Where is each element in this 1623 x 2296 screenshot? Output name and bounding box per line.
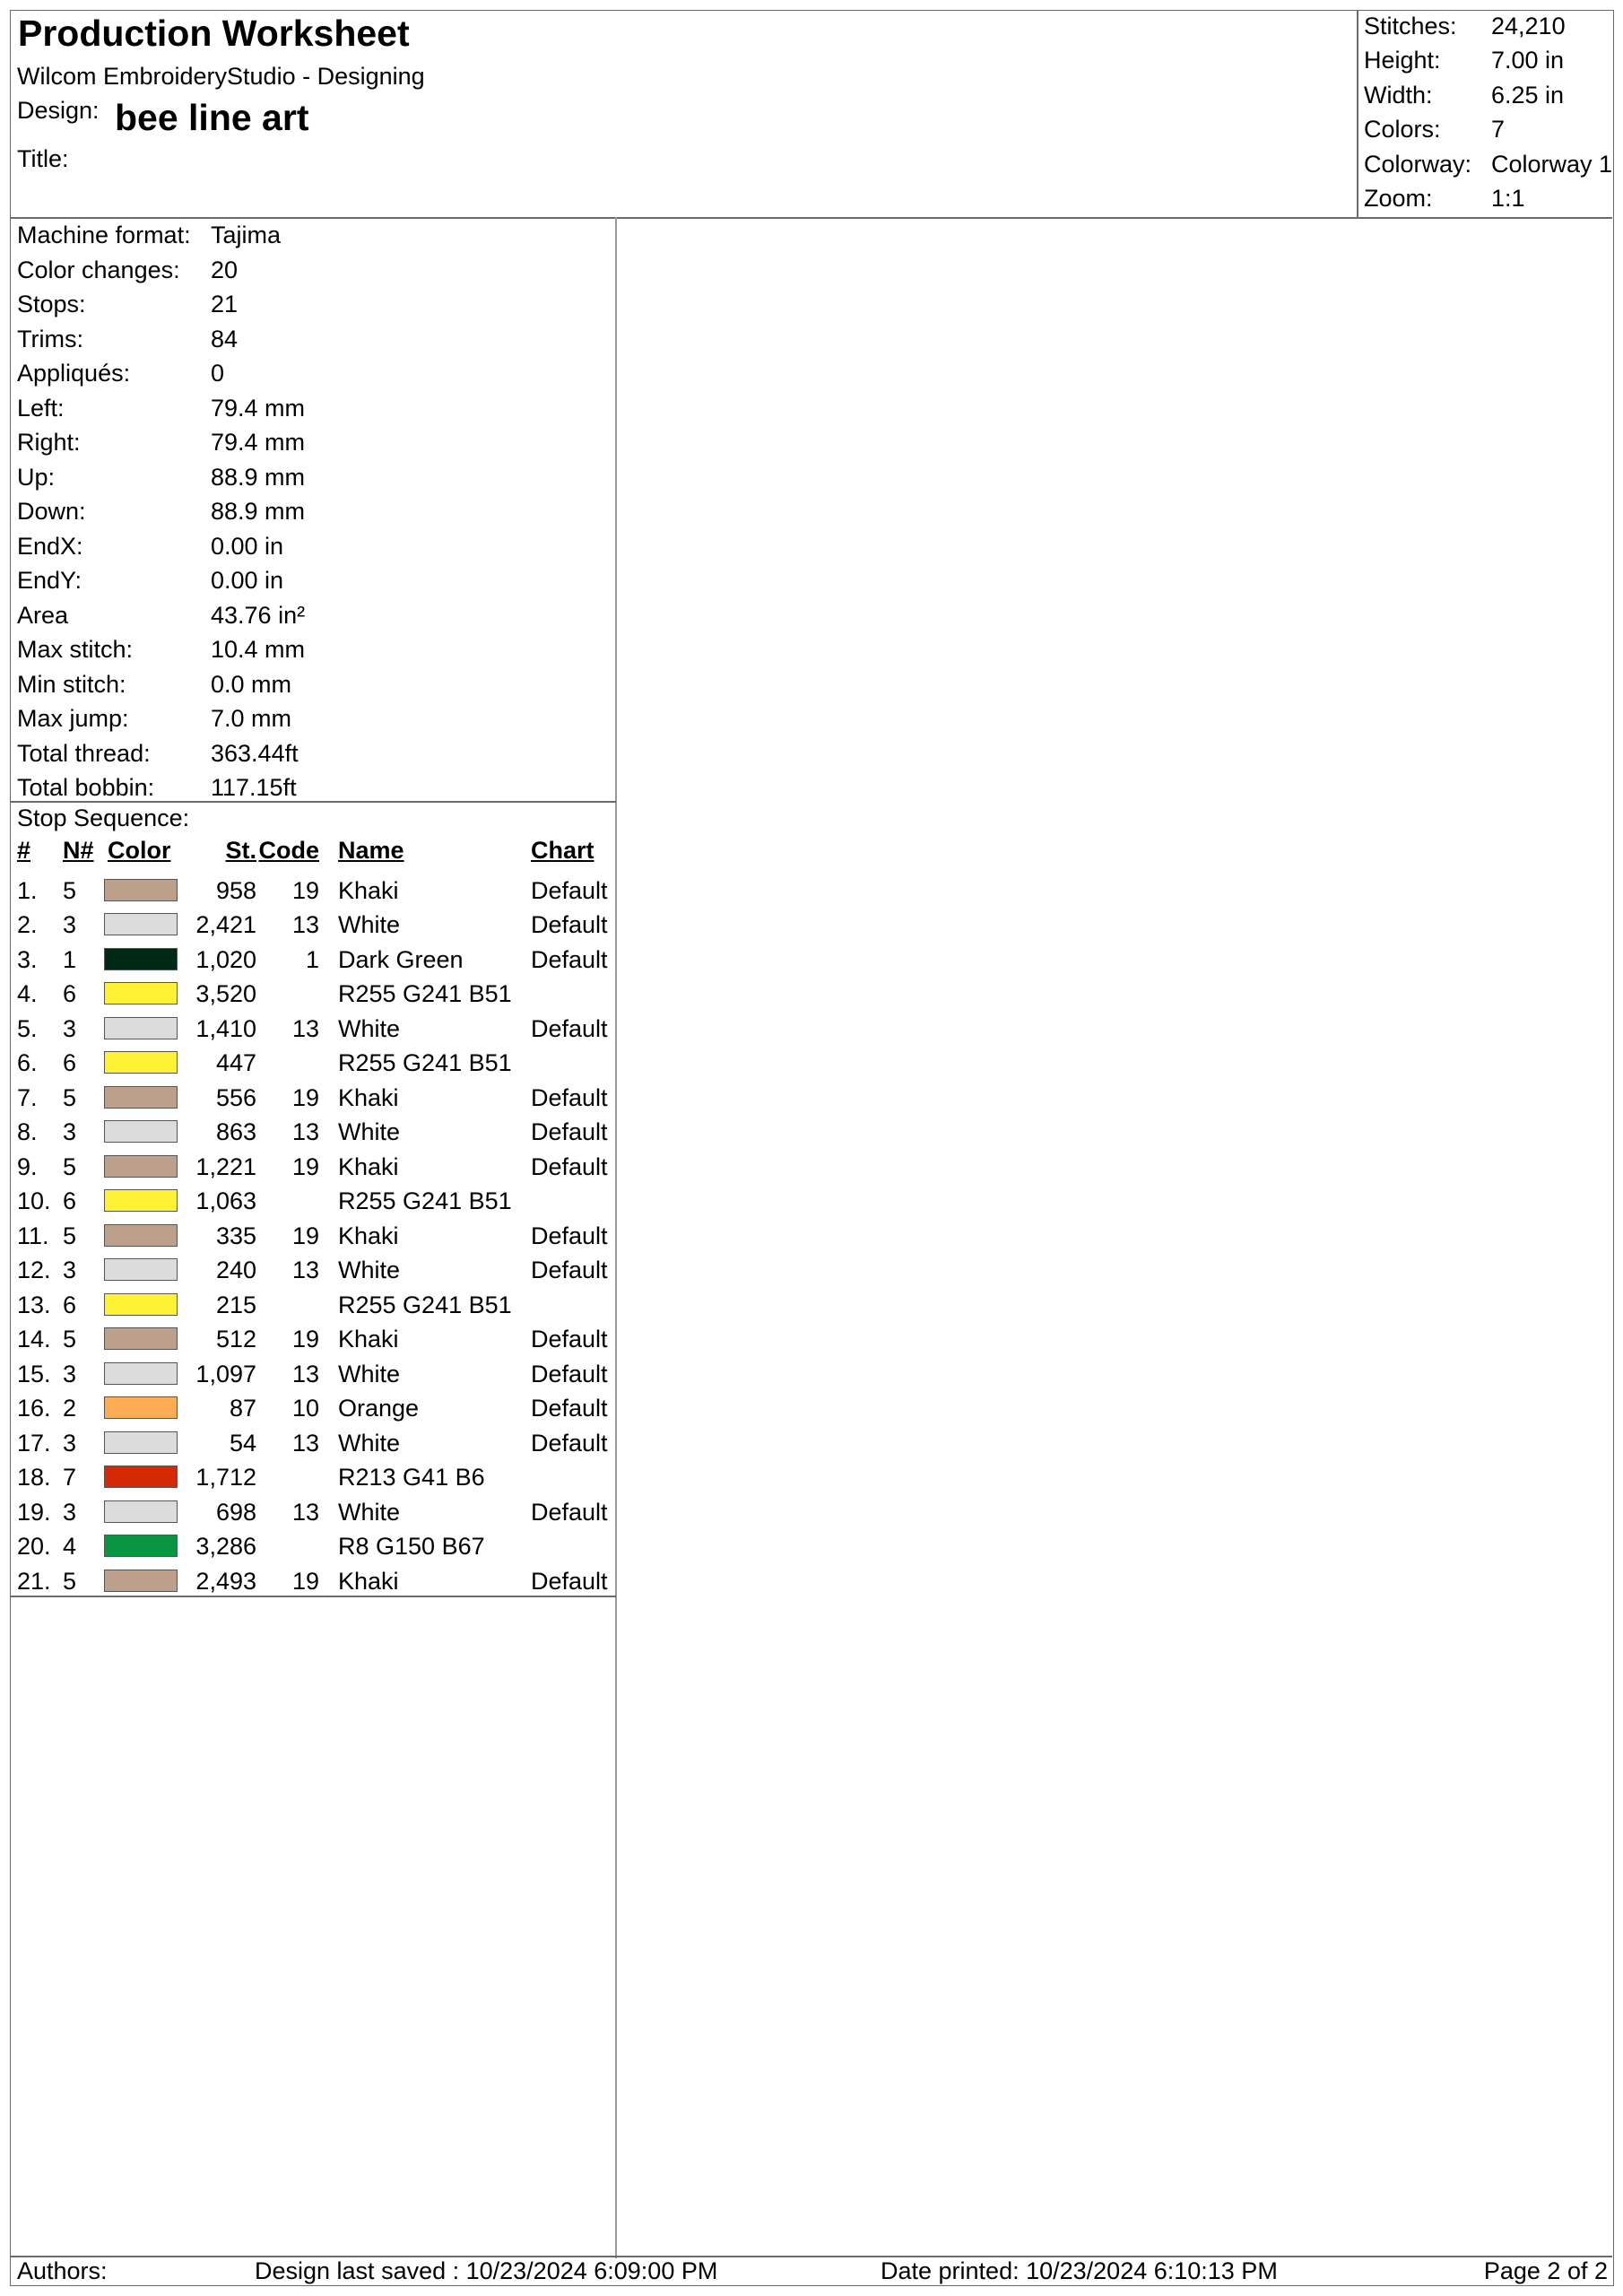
thread-code: 19 — [291, 1326, 319, 1352]
thread-name: White — [338, 1498, 401, 1526]
stitch-count: 87 — [229, 1395, 256, 1422]
thread-name: White — [338, 1118, 401, 1145]
column-header-needle: N# — [63, 837, 94, 864]
table-row — [11, 906, 615, 941]
table-row — [11, 1079, 615, 1114]
column-header-chart: Chart — [531, 837, 595, 864]
summary-row-colors — [1358, 114, 1613, 148]
stop-number: 7. — [17, 1083, 38, 1111]
spec-value: 88.9 mm — [211, 463, 306, 491]
thread-code: 10 — [291, 1395, 319, 1422]
thread-chart: Default — [531, 1014, 608, 1042]
stitch-count: 3,520 — [195, 980, 256, 1007]
thread-chart: Default — [531, 1498, 608, 1526]
needle-number: 5 — [63, 1222, 77, 1249]
color-swatch — [104, 1155, 178, 1178]
spec-label: Color changes: — [17, 256, 180, 283]
thread-code: 13 — [291, 1014, 319, 1042]
summary-row-colorway — [1358, 149, 1613, 183]
page-title: Production Worksheet — [18, 13, 410, 54]
stitch-count: 1,063 — [195, 1187, 256, 1214]
footer-page-number: Page 2 of 2 — [1483, 2257, 1608, 2284]
color-swatch — [104, 879, 178, 901]
thread-code: 1 — [305, 945, 319, 973]
thread-name: White — [338, 1257, 401, 1283]
spec-value: Tajima — [211, 222, 282, 248]
thread-name: Khaki — [338, 1152, 399, 1180]
thread-code: 13 — [291, 1118, 319, 1145]
column-header-code: Code — [258, 837, 319, 864]
stitch-count: 3,286 — [195, 1533, 256, 1560]
stitch-count: 512 — [215, 1326, 256, 1352]
spec-value: 117.15ft — [211, 774, 297, 801]
stop-number: 5. — [17, 1014, 38, 1042]
stitch-count: 335 — [215, 1222, 256, 1249]
color-swatch — [104, 1327, 178, 1350]
color-swatch — [104, 1500, 178, 1523]
color-swatch — [104, 1535, 178, 1557]
stitch-count: 1,410 — [195, 1014, 256, 1042]
summary-value: 24,210 — [1491, 13, 1566, 39]
spec-value: 0 — [211, 360, 225, 387]
spec-label: Down: — [17, 498, 86, 525]
stop-number: 11. — [17, 1222, 49, 1249]
stitch-count: 1,097 — [195, 1360, 256, 1387]
thread-name: White — [338, 911, 401, 938]
table-row — [11, 1251, 615, 1286]
table-row — [11, 975, 615, 1010]
thread-name: White — [338, 1429, 401, 1457]
stop-number: 12. — [17, 1257, 51, 1283]
color-swatch — [104, 1086, 178, 1109]
table-row — [11, 1424, 615, 1459]
summary-row-zoom — [1358, 183, 1613, 217]
spec-row — [11, 424, 615, 459]
thread-name: R255 G241 B51 — [338, 1049, 512, 1076]
thread-code: 13 — [291, 1429, 319, 1457]
stop-number: 2. — [17, 911, 38, 938]
spec-row — [11, 631, 615, 666]
needle-number: 5 — [63, 1326, 77, 1352]
stitch-count: 698 — [215, 1498, 256, 1526]
table-row — [11, 941, 615, 976]
table-row — [11, 1389, 615, 1424]
summary-label: Height: — [1364, 47, 1441, 74]
spec-row — [11, 493, 615, 528]
stop-number: 15. — [17, 1360, 51, 1387]
table-row — [11, 1113, 615, 1148]
stitch-count: 863 — [215, 1118, 256, 1145]
thread-chart: Default — [531, 876, 608, 904]
color-swatch — [104, 1570, 178, 1592]
color-swatch — [104, 1396, 178, 1419]
thread-chart: Default — [531, 1257, 608, 1283]
spec-row — [11, 217, 615, 252]
needle-number: 6 — [63, 1291, 77, 1318]
needle-number: 7 — [63, 1464, 77, 1491]
spec-value: 79.4 mm — [211, 429, 306, 456]
thread-name: Dark Green — [338, 945, 464, 973]
summary-value: 6.25 in — [1491, 81, 1565, 109]
spec-value: 0.00 in — [211, 567, 284, 594]
table-row — [11, 1355, 615, 1390]
spec-value: 363.44ft — [211, 739, 299, 767]
thread-chart: Default — [531, 945, 608, 973]
thread-chart: Default — [531, 1118, 608, 1145]
footer-last-saved: Design last saved : 10/23/2024 6:09:00 PM — [255, 2257, 718, 2284]
color-swatch — [104, 1362, 178, 1385]
spec-row — [11, 562, 615, 597]
table-row — [11, 1562, 615, 1597]
needle-number: 3 — [63, 1257, 77, 1283]
color-swatch — [104, 1293, 178, 1316]
column-header-color: Color — [108, 837, 171, 864]
thread-chart: Default — [531, 1395, 608, 1422]
stitch-count: 54 — [229, 1429, 256, 1457]
footer-date-printed: Date printed: 10/23/2024 6:10:13 PM — [881, 2257, 1278, 2284]
thread-chart: Default — [531, 1567, 608, 1595]
spec-value: 0.0 mm — [211, 670, 292, 698]
needle-number: 2 — [63, 1395, 77, 1422]
machine-specs — [11, 217, 615, 804]
stop-number: 4. — [17, 980, 38, 1007]
summary-label: Colorway: — [1364, 150, 1472, 178]
column-header-number: # — [17, 837, 31, 864]
stop-number: 6. — [17, 1049, 38, 1076]
spec-label: Min stitch: — [17, 670, 126, 698]
stitch-count: 1,712 — [195, 1464, 256, 1491]
table-row — [11, 1493, 615, 1528]
stitch-count: 1,020 — [195, 945, 256, 973]
thread-name: White — [338, 1014, 401, 1042]
stop-number: 8. — [17, 1118, 38, 1145]
color-swatch — [104, 1224, 178, 1247]
needle-number: 3 — [63, 1014, 77, 1042]
spec-row — [11, 252, 615, 287]
application-name: Wilcom EmbroideryStudio - Designing — [17, 63, 425, 90]
color-swatch — [104, 982, 178, 1004]
spec-value: 21 — [211, 291, 239, 317]
stop-number: 18. — [17, 1464, 51, 1491]
thread-code: 13 — [291, 1360, 319, 1387]
stitch-count: 447 — [215, 1049, 256, 1076]
needle-number: 5 — [63, 876, 77, 904]
needle-number: 3 — [63, 1118, 77, 1145]
stop-number: 21. — [17, 1567, 51, 1595]
thread-name: R8 G150 B67 — [338, 1533, 485, 1560]
needle-number: 5 — [63, 1152, 77, 1180]
spec-row — [11, 666, 615, 701]
thread-chart: Default — [531, 1222, 608, 1249]
stop-sequence-label: Stop Sequence: — [17, 804, 190, 831]
needle-number: 3 — [63, 1429, 77, 1457]
color-swatch — [104, 913, 178, 935]
spec-label: Max jump: — [17, 705, 129, 732]
stop-sequence-header — [11, 837, 615, 872]
thread-code: 19 — [291, 1222, 319, 1249]
stitch-count: 1,221 — [195, 1152, 256, 1180]
summary-label: Width: — [1364, 81, 1433, 109]
table-row — [11, 1217, 615, 1252]
spec-row — [11, 390, 615, 425]
stop-number: 13. — [17, 1291, 51, 1318]
table-row — [11, 1458, 615, 1493]
thread-chart: Default — [531, 911, 608, 938]
color-swatch — [104, 1120, 178, 1143]
spec-label: Up: — [17, 463, 56, 491]
spec-row — [11, 597, 615, 632]
spec-label: Right: — [17, 429, 81, 456]
table-row — [11, 1527, 615, 1562]
spec-label: Trims: — [17, 325, 83, 352]
spec-label: Left: — [17, 394, 65, 422]
design-label: Design: — [17, 97, 100, 124]
thread-name: Khaki — [338, 1083, 399, 1111]
needle-number: 3 — [63, 1360, 77, 1387]
title-label: Title: — [17, 145, 69, 172]
spec-row — [11, 770, 615, 804]
column-header-name: Name — [338, 837, 404, 864]
spec-row — [11, 321, 615, 356]
color-swatch — [104, 1051, 178, 1074]
spec-value: 10.4 mm — [211, 636, 306, 663]
table-row — [11, 1320, 615, 1355]
summary-label: Colors: — [1364, 116, 1441, 144]
summary-value: 7 — [1491, 116, 1506, 144]
thread-name: White — [338, 1360, 401, 1387]
thread-chart: Default — [531, 1360, 608, 1387]
needle-number: 5 — [63, 1083, 77, 1111]
spec-value: 0.00 in — [211, 532, 284, 560]
table-row — [11, 1044, 615, 1079]
summary-row-width — [1358, 80, 1613, 114]
stitch-count: 2,493 — [195, 1567, 256, 1595]
table-row — [11, 1286, 615, 1321]
color-swatch — [104, 1465, 178, 1488]
thread-chart: Default — [531, 1429, 608, 1457]
thread-name: Khaki — [338, 1326, 399, 1352]
thread-chart: Default — [531, 1326, 608, 1352]
thread-code: 13 — [291, 911, 319, 938]
spec-label: Area — [17, 601, 69, 629]
thread-name: R255 G241 B51 — [338, 1291, 512, 1318]
stop-number: 3. — [17, 945, 38, 973]
spec-row — [11, 700, 615, 735]
table-row — [11, 1148, 615, 1183]
footer-divider — [11, 2256, 1612, 2257]
needle-number: 1 — [63, 945, 77, 973]
needle-number: 3 — [63, 911, 77, 938]
thread-name: R213 G41 B6 — [338, 1464, 485, 1491]
stop-sequence-table — [11, 837, 615, 1596]
summary-value: Colorway 1 — [1491, 150, 1613, 178]
spec-value: 79.4 mm — [211, 394, 306, 422]
spec-label: Total bobbin: — [17, 774, 155, 801]
thread-name: Orange — [338, 1395, 420, 1422]
thread-name: Khaki — [338, 1567, 399, 1595]
thread-code: 19 — [291, 1567, 319, 1595]
spec-row — [11, 528, 615, 563]
color-swatch — [104, 1431, 178, 1454]
color-swatch — [104, 1017, 178, 1039]
spec-value: 84 — [211, 325, 239, 352]
footer-authors: Authors: — [17, 2257, 108, 2284]
stitch-count: 215 — [215, 1291, 256, 1318]
spec-value: 20 — [211, 256, 239, 283]
spec-label: EndX: — [17, 532, 83, 560]
spec-row — [11, 459, 615, 494]
summary-row-height — [1358, 45, 1613, 79]
spec-label: Stops: — [17, 291, 86, 317]
color-swatch — [104, 948, 178, 970]
spec-value: 88.9 mm — [211, 498, 306, 525]
needle-number: 6 — [63, 1187, 77, 1214]
needle-number: 5 — [63, 1567, 77, 1595]
stop-number: 19. — [17, 1498, 51, 1526]
stitch-count: 240 — [215, 1257, 256, 1283]
stop-number: 20. — [17, 1533, 51, 1560]
table-row — [11, 872, 615, 907]
thread-code: 19 — [291, 1152, 319, 1180]
color-swatch — [104, 1189, 178, 1212]
stitch-count: 2,421 — [195, 911, 256, 938]
thread-name: Khaki — [338, 876, 399, 904]
design-name: bee line art — [115, 97, 309, 138]
needle-number: 6 — [63, 1049, 77, 1076]
stitch-count: 958 — [215, 876, 256, 904]
spec-label: Max stitch: — [17, 636, 134, 663]
production-worksheet — [10, 10, 1614, 2286]
spec-row — [11, 735, 615, 770]
summary-label: Stitches: — [1364, 13, 1457, 39]
thread-name: R255 G241 B51 — [338, 1187, 512, 1214]
summary-value: 7.00 in — [1491, 47, 1565, 74]
spec-label: EndY: — [17, 567, 82, 594]
column-divider — [615, 217, 617, 2258]
column-header-stitches: St. — [225, 837, 256, 864]
thread-code: 13 — [291, 1498, 319, 1526]
design-summary — [1358, 11, 1613, 217]
stop-number: 10. — [17, 1187, 51, 1214]
stop-number: 1. — [17, 876, 38, 904]
stop-number: 9. — [17, 1152, 38, 1180]
table-row — [11, 1182, 615, 1217]
spec-row — [11, 355, 615, 390]
spec-label: Total thread: — [17, 739, 151, 767]
stop-sequence-rows — [11, 872, 615, 1597]
thread-code: 19 — [291, 1083, 319, 1111]
thread-name: Khaki — [338, 1222, 399, 1249]
color-swatch — [104, 1258, 178, 1281]
needle-number: 3 — [63, 1498, 77, 1526]
stop-number: 16. — [17, 1395, 51, 1422]
spec-value: 43.76 in² — [211, 601, 306, 629]
spec-label: Appliqués: — [17, 360, 131, 387]
thread-code: 19 — [291, 876, 319, 904]
table-row — [11, 1010, 615, 1045]
stop-number: 14. — [17, 1326, 51, 1352]
spec-row — [11, 286, 615, 321]
spec-value: 7.0 mm — [211, 705, 292, 732]
spec-label: Machine format: — [17, 222, 191, 248]
thread-chart: Default — [531, 1083, 608, 1111]
needle-number: 4 — [63, 1533, 77, 1560]
thread-chart: Default — [531, 1152, 608, 1180]
needle-number: 6 — [63, 980, 77, 1007]
thread-name: R255 G241 B51 — [338, 980, 512, 1007]
stop-number: 17. — [17, 1429, 51, 1457]
summary-label: Zoom: — [1364, 184, 1433, 212]
stitch-count: 556 — [215, 1083, 256, 1111]
summary-row-stitches — [1358, 11, 1613, 45]
thread-code: 13 — [291, 1257, 319, 1283]
summary-value: 1:1 — [1491, 184, 1525, 212]
